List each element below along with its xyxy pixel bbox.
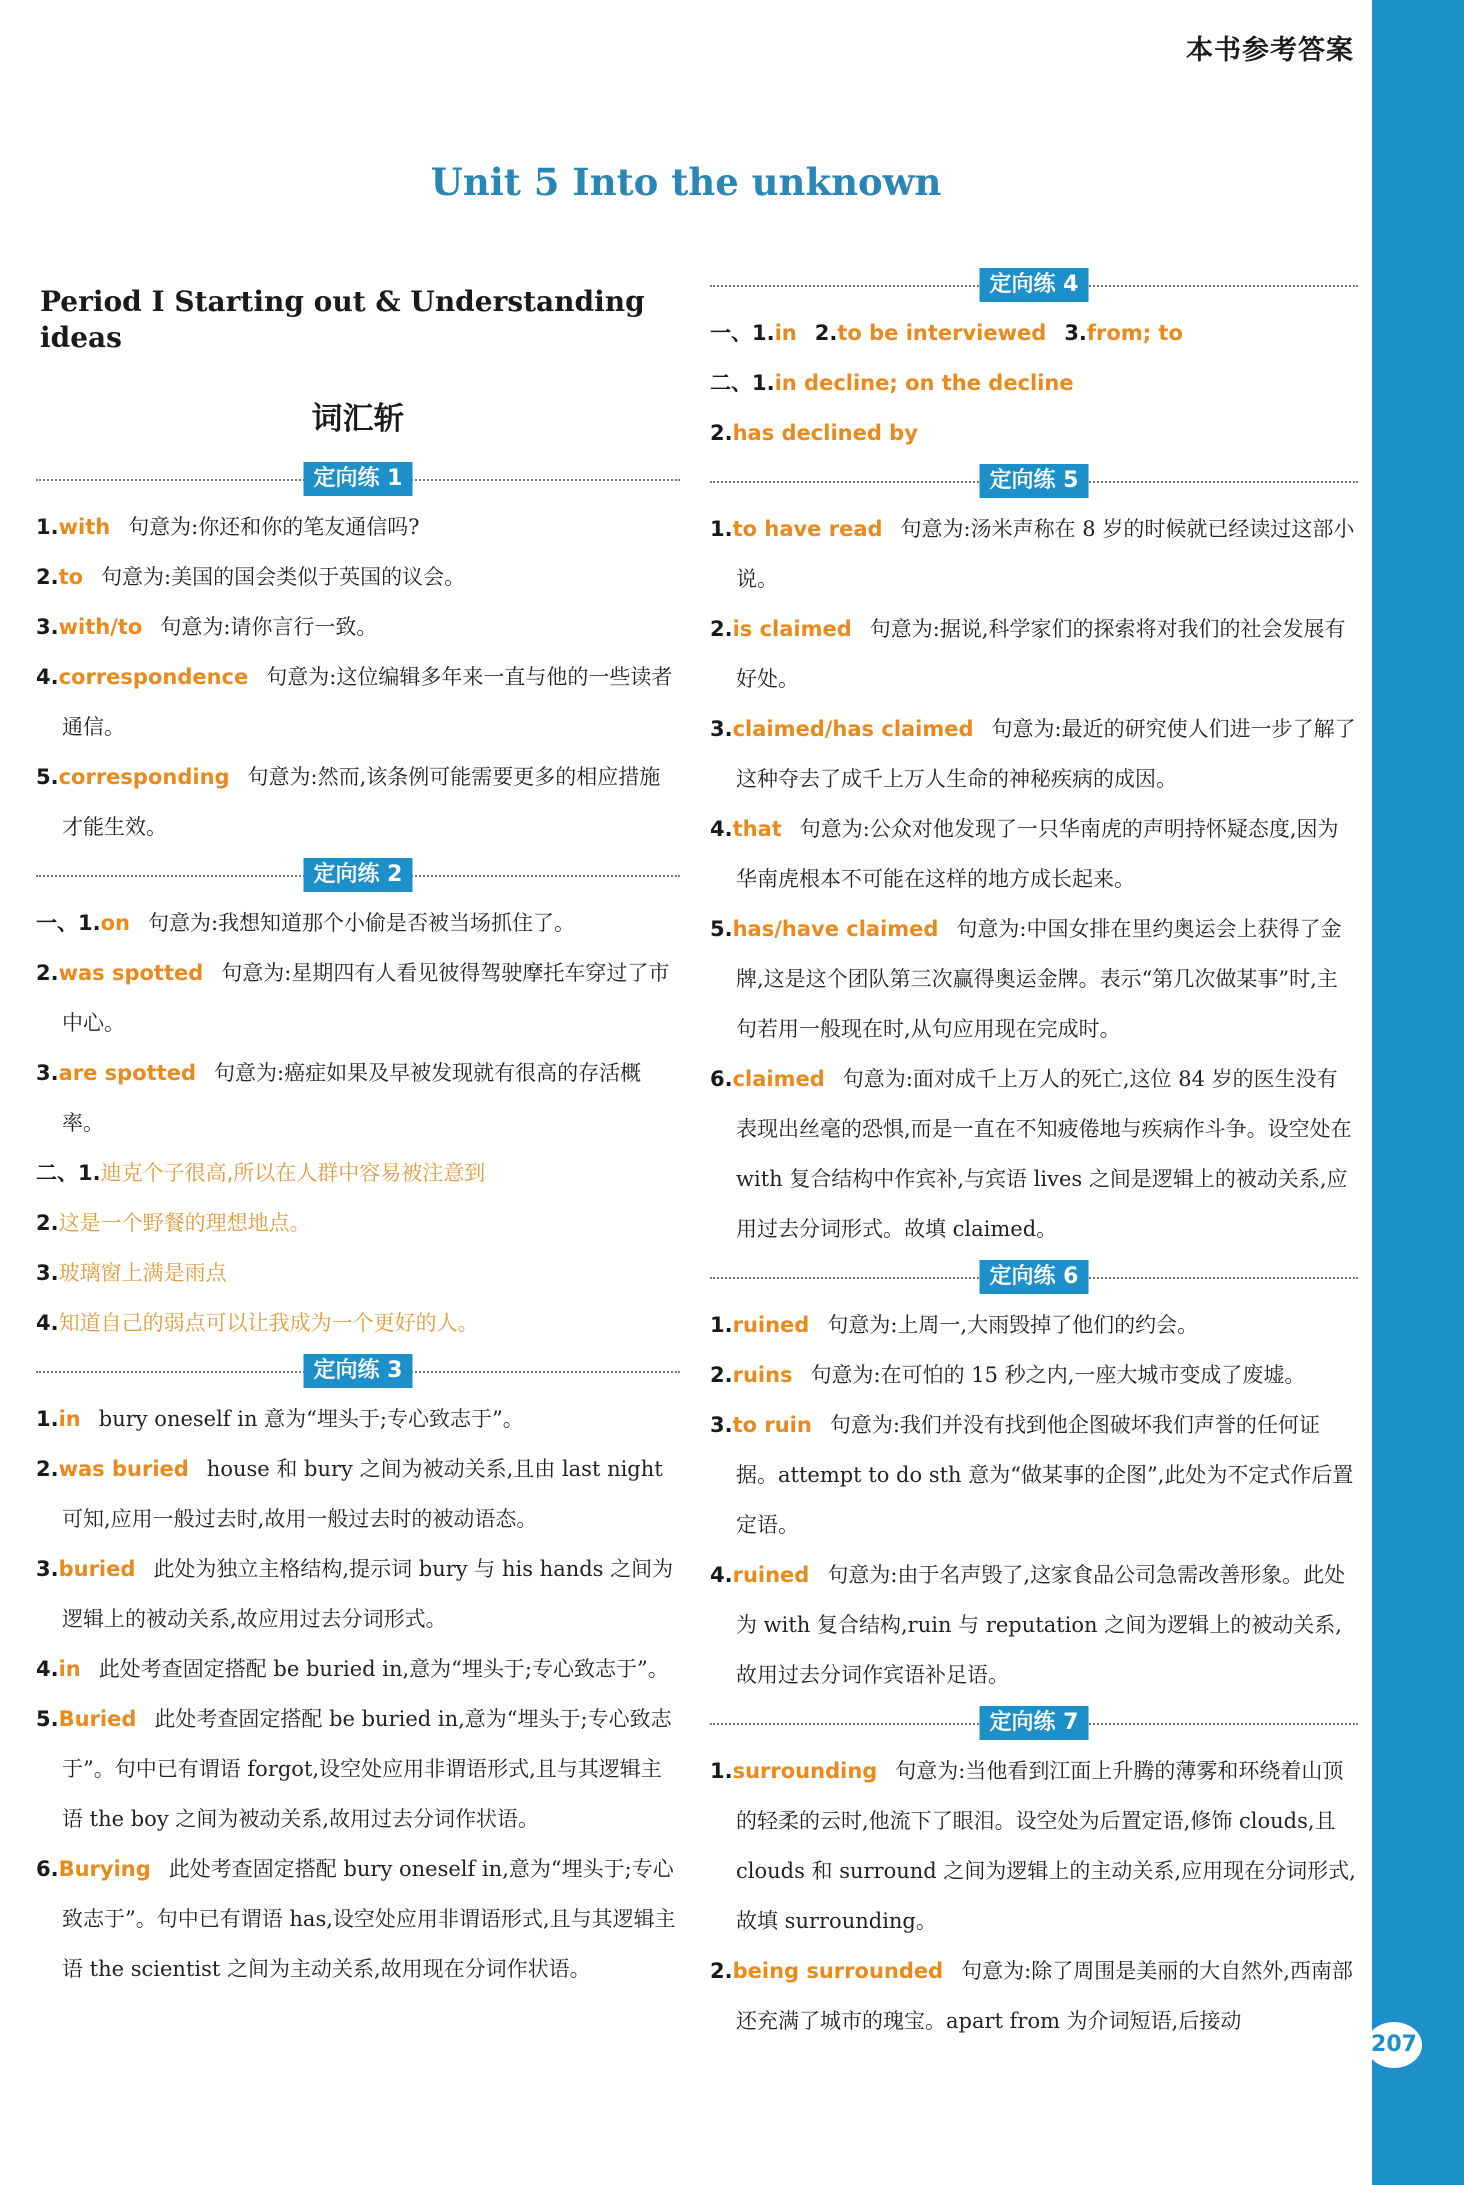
answer-item [36,898,680,948]
answer-item [710,1400,1358,1550]
answer-item [36,1298,680,1348]
answer: 玻璃窗上满是雨点 [58,1260,227,1285]
answer: with/to [58,614,143,639]
answer: corresponding [58,764,230,789]
item-number: 3. [1064,321,1087,345]
item-number: 2. [814,321,838,345]
explanation: 此处考查固定搭配 bury oneself in,意为“埋头于;专心致志于”。句中已有谓语 has,设空处应用非谓语形式,且与其逻辑主语 the scientist 之间为主动关系,故用现在分词作状语。 [62,1856,676,1981]
answer: Burying [58,1856,151,1881]
answer: in [58,1406,81,1431]
section-label: 定向练 6 [980,1260,1089,1294]
left-column [36,262,680,1994]
answer: to [58,564,84,589]
item-number: 4. [36,664,59,689]
item-number: 3. [36,1060,59,1085]
answer-item [36,1644,680,1694]
section-header [710,1258,1358,1298]
section-header [710,462,1358,502]
item-number: 3. [710,717,733,741]
answer: ruined [732,1563,810,1587]
answer: from; to [1086,321,1183,345]
answer: are spotted [58,1060,196,1085]
explanation: 句意为:除了周围是美丽的大自然外,西南部还充满了城市的瑰宝。apart from 为介词短语,后接动 [736,1959,1353,2033]
part-prefix: 二、 [710,371,752,395]
item-number: 3. [36,1260,59,1285]
explanation: 此处为独立主格结构,提示词 bury 与 his hands 之间为逻辑上的被动关系,故应用过去分词形式。 [62,1556,674,1631]
answer-item [710,904,1358,1054]
item-number: 4. [36,1656,59,1681]
answer-item [36,1148,680,1198]
answer: that [732,817,782,841]
item-number: 2. [710,1959,733,1983]
answer-item [710,1054,1358,1254]
answer: claimed/has claimed [732,717,974,741]
answer: ruined [732,1313,810,1337]
item-number: 2. [36,960,59,985]
page-edge-bar [1372,0,1464,2185]
answer-item [36,502,680,552]
item-number: 3. [36,1556,59,1581]
answer-item [36,552,680,602]
page-number: 207 [1366,2022,1422,2068]
answer: in [58,1656,81,1681]
answer: on [100,910,130,935]
answer: has/have claimed [732,917,939,941]
item-number: 2. [36,1210,59,1235]
section-label: 定向练 7 [980,1706,1089,1740]
section-header [36,460,680,500]
explanation: 句意为:当他看到江面上升腾的薄雾和环绕着山顶的轻柔的云时,他流下了眼泪。设空处为后置定语,修饰 clouds,且 clouds 和 surround 之间为逻辑上的主动关系,应用现在分词形式,故填 surrounding。 [736,1759,1356,1933]
item-number: 5. [36,1706,59,1731]
answer-item [710,704,1358,804]
answer-item [710,308,1358,358]
explanation: 此处考查固定搭配 be buried in,意为“埋头于;专心致志于”。 [98,1656,669,1681]
explanation: 句意为:请你言行一致。 [160,614,378,639]
answer-item [710,1746,1358,1946]
part-prefix: 二、 [36,1160,78,1185]
answer-item [36,652,680,752]
answer-item [36,1394,680,1444]
answer-item [710,358,1358,408]
section-label: 定向练 4 [980,268,1089,302]
answer-item [36,948,680,1048]
answer: with [58,514,111,539]
section-header [710,1704,1358,1744]
explanation: 句意为:面对成千上万人的死亡,这位 84 岁的医生没有表现出丝毫的恐惧,而是一直在不知疲倦地与疾病作斗争。设空处在 with 复合结构中作宾补,与宾语 lives 之间是逻辑上的被动关系,应用过去分词形式。故填 claimed。 [736,1067,1352,1241]
answer-item [710,504,1358,604]
item-number: 2. [710,617,733,641]
answer-item [36,1248,680,1298]
explanation: 句意为:美国的国会类似于英国的议会。 [101,564,466,589]
answer: was buried [58,1456,189,1481]
answer: Buried [58,1706,137,1731]
explanation: 句意为:上周一,大雨毁掉了他们的约会。 [827,1313,1199,1337]
answer-item [36,1844,680,1994]
answer: is claimed [732,617,852,641]
explanation: 句意为:在可怕的 15 秒之内,一座大城市变成了废墟。 [810,1363,1306,1387]
part-prefix: 一、 [710,321,752,345]
item-number: 4. [36,1310,59,1335]
item-number: 2. [710,1363,733,1387]
explanation: 句意为:你还和你的笔友通信吗? [128,514,420,539]
answer: has declined by [732,421,918,445]
answer-item [36,1198,680,1248]
answer: was spotted [58,960,204,985]
item-number: 5. [36,764,59,789]
explanation: 句意为:然而,该条例可能需要更多的相应措施才能生效。 [62,764,661,839]
answer-item [36,1048,680,1148]
explanation: 句意为:我们并没有找到他企图破坏我们声誉的任何证据。attempt to do sth 意为“做某事的企图”,此处为不定式作后置定语。 [736,1413,1354,1537]
section-header [36,1352,680,1392]
answer: in [774,321,797,345]
part-prefix: 一、 [36,910,78,935]
section-label: 定向练 2 [304,858,413,892]
section-label: 定向练 5 [980,464,1089,498]
answer: 迪克个子很高,所以在人群中容易被注意到 [100,1160,486,1185]
explanation: 句意为:癌症如果及早被发现就有很高的存活概率。 [62,1060,642,1135]
answer-item [36,752,680,852]
answer-item [710,604,1358,704]
answer: to be interviewed [837,321,1047,345]
item-number: 6. [36,1856,59,1881]
explanation: 句意为:公众对他发现了一只华南虎的声明持怀疑态度,因为华南虎根本不可能在这样的地方成长起来。 [736,817,1339,891]
answer-item [36,602,680,652]
answer: to have read [732,517,883,541]
explanation: bury oneself in 意为“埋头于;专心致志于”。 [98,1406,524,1431]
explanation: 句意为:据说,科学家们的探索将对我们的社会发展有好处。 [736,617,1346,691]
answer: in decline; on the decline [774,371,1074,395]
book-answer-header: 本书参考答案 [1186,35,1354,66]
answer-item [710,1350,1358,1400]
item-number: 1. [752,321,775,345]
explanation: 此处考查固定搭配 be buried in,意为“埋头于;专心致志于”。句中已有谓语 forgot,设空处应用非谓语形式,且与其逻辑主语 the boy 之间为被动关系,故用过去分词作状语。 [62,1706,672,1831]
explanation: 句意为:中国女排在里约奥运会上获得了金牌,这是这个团队第三次赢得奥运金牌。表示“第几次做某事”时,主句若用一般现在时,从句应用现在完成时。 [736,917,1342,1041]
answer: 知道自己的弱点可以让我成为一个更好的人。 [58,1310,479,1335]
answer: surrounding [732,1759,878,1783]
item-number: 4. [710,817,733,841]
explanation: 句意为:由于名声毁了,这家食品公司急需改善形象。此处为 with 复合结构,ruin 与 reputation 之间为逻辑上的被动关系,故用过去分词作宾语补足语。 [736,1563,1346,1687]
answer-item [710,1300,1358,1350]
item-number: 1. [752,371,775,395]
item-number: 2. [36,564,59,589]
item-number: 2. [36,1456,59,1481]
answer-item [36,1544,680,1644]
answer: 这是一个野餐的理想地点。 [58,1210,311,1235]
answer-item [36,1444,680,1544]
section-label: 定向练 3 [304,1354,413,1388]
item-number: 1. [36,514,59,539]
answer: ruins [732,1363,793,1387]
explanation: 句意为:我想知道那个小偷是否被当场抓住了。 [147,910,576,935]
explanation: house 和 bury 之间为被动关系,且由 last night 可知,应用一般过去时,故用一般过去时的被动语态。 [62,1456,663,1531]
section-label: 定向练 1 [304,462,413,496]
item-number: 5. [710,917,733,941]
answer: to ruin [732,1413,812,1437]
explanation: 句意为:最近的研究使人们进一步了解了这种夺去了成千上万人生命的神秘疾病的成因。 [736,717,1356,791]
answer: correspondence [58,664,249,689]
item-number: 1. [710,517,733,541]
explanation: 句意为:汤米声称在 8 岁的时候就已经读过这部小说。 [736,517,1355,591]
item-number: 1. [78,1160,101,1185]
explanation: 句意为:这位编辑多年来一直与他的一些读者通信。 [62,664,673,739]
period-title: Period Ⅰ Starting out & Understanding ideas [40,285,645,355]
item-number: 1. [78,910,101,935]
item-number: 1. [36,1406,59,1431]
answer-item [710,1946,1358,2046]
answer-item [36,1694,680,1844]
explanation: 句意为:星期四有人看见彼得驾驶摩托车穿过了市中心。 [62,960,670,1035]
item-number: 6. [710,1067,733,1091]
item-number: 3. [710,1413,733,1437]
answer: claimed [732,1067,825,1091]
item-number: 2. [710,421,733,445]
item-number: 1. [710,1759,733,1783]
right-column [710,262,1358,2046]
vocab-heading: 词汇斩 [311,400,405,437]
answer-item [710,408,1358,458]
unit-title: Unit 5 Into the unknown [430,160,942,204]
item-number: 3. [36,614,59,639]
answer: being surrounded [732,1959,944,1983]
item-number: 1. [710,1313,733,1337]
item-number: 4. [710,1563,733,1587]
section-header [36,856,680,896]
section-header [710,266,1358,306]
answer: buried [58,1556,136,1581]
answer-item [710,804,1358,904]
answer-item [710,1550,1358,1700]
